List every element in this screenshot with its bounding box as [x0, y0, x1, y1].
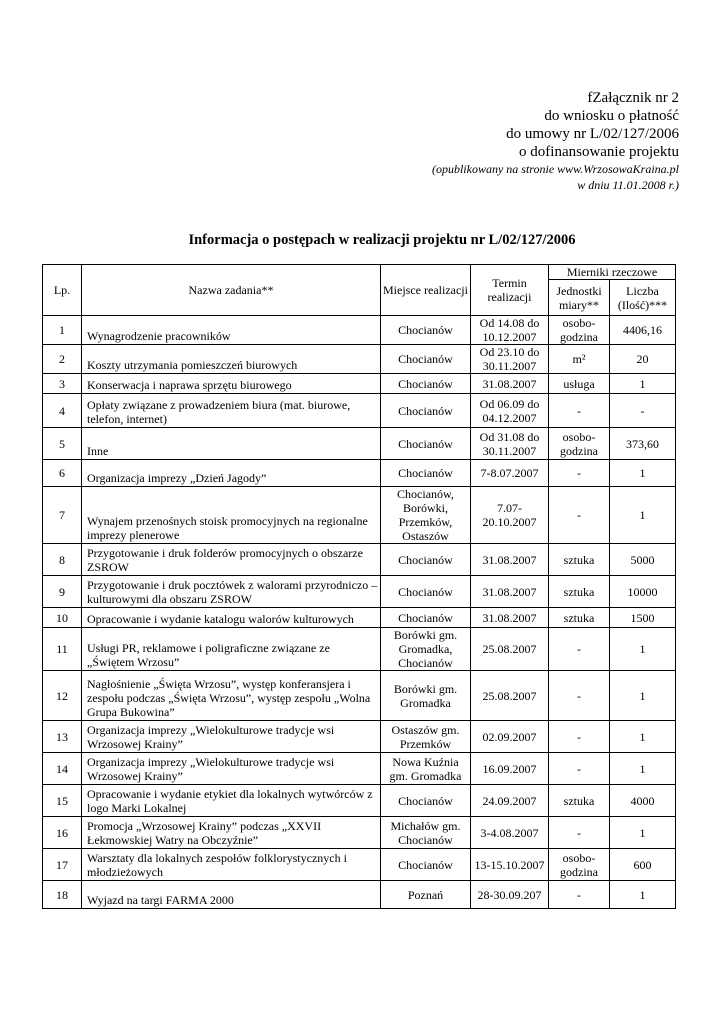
- row-number: 16: [43, 817, 82, 849]
- table-row: [43, 628, 676, 671]
- header-lp: Lp.: [43, 265, 82, 316]
- qty-cell: 373,60: [610, 428, 676, 460]
- qty-cell: 1: [610, 721, 676, 753]
- task-name: Konserwacja i naprawa sprzętu biurowego: [82, 374, 381, 394]
- unit-cell: osobo-godzina: [549, 316, 610, 345]
- place-cell: Chocianów: [381, 374, 471, 394]
- task-name: Organizacja imprezy „Wielokulturowe tradycje wsi Wrzosowej Krainy”: [82, 721, 381, 753]
- page-title: Informacja o postępach w realizacji projektu nr L/02/127/2006: [188, 232, 576, 248]
- qty-cell: 1: [610, 817, 676, 849]
- table-row: [43, 345, 676, 374]
- term-cell: 25.08.2007: [471, 671, 549, 721]
- term-cell: 25.08.2007: [471, 628, 549, 671]
- table-row: [43, 576, 676, 608]
- row-number: 12: [43, 671, 82, 721]
- header-term: Termin realizacji: [471, 265, 549, 316]
- qty-cell: 600: [610, 849, 676, 881]
- task-name: Wyjazd na targi FARMA 2000: [82, 881, 381, 909]
- table-row: [43, 753, 676, 785]
- row-number: 15: [43, 785, 82, 817]
- term-cell: 3-4.08.2007: [471, 817, 549, 849]
- task-name: Wynagrodzenie pracowników: [82, 316, 381, 345]
- place-cell: Chocianów: [381, 460, 471, 487]
- unit-cell: -: [549, 487, 610, 544]
- qty-cell: 5000: [610, 544, 676, 576]
- header-unit: Jednostki miary**: [549, 280, 610, 316]
- place-cell: Chocianów: [381, 785, 471, 817]
- row-number: 5: [43, 428, 82, 460]
- table-row: [43, 849, 676, 881]
- term-cell: 28-30.09.207: [471, 881, 549, 909]
- qty-cell: 4406,16: [610, 316, 676, 345]
- term-cell: Od 14.08 do 10.12.2007: [471, 316, 549, 345]
- task-name: Opracowanie i wydanie etykiet dla lokalnych wytwórców z logo Marki Lokalnej: [82, 785, 381, 817]
- progress-table: [42, 264, 676, 909]
- place-cell: Chocianów: [381, 576, 471, 608]
- term-cell: Od 23.10 do 30.11.2007: [471, 345, 549, 374]
- table-row: [43, 394, 676, 428]
- row-number: 10: [43, 608, 82, 628]
- term-cell: 02.09.2007: [471, 721, 549, 753]
- row-number: 8: [43, 544, 82, 576]
- document-header: [432, 89, 679, 193]
- unit-cell: -: [549, 817, 610, 849]
- table-row: [43, 817, 676, 849]
- qty-cell: 1: [610, 374, 676, 394]
- term-cell: 31.08.2007: [471, 608, 549, 628]
- task-name: Opłaty związane z prowadzeniem biura (mat. biurowe, telefon, internet): [82, 394, 381, 428]
- unit-cell: -: [549, 753, 610, 785]
- row-number: 18: [43, 881, 82, 909]
- table-row: [43, 785, 676, 817]
- table-row: [43, 374, 676, 394]
- header-qty: Liczba (Ilość)***: [610, 280, 676, 316]
- table-row: [43, 671, 676, 721]
- place-cell: Nowa Kuźnia gm. Gromadka: [381, 753, 471, 785]
- row-number: 7: [43, 487, 82, 544]
- task-name: Wynajem przenośnych stoisk promocyjnych na regionalne imprezy plenerowe: [82, 487, 381, 544]
- place-cell: Chocianów, Borówki, Przemków, Ostaszów: [381, 487, 471, 544]
- place-cell: Chocianów: [381, 345, 471, 374]
- row-number: 2: [43, 345, 82, 374]
- attachment-line: fZałącznik nr 2: [587, 90, 679, 106]
- row-number: 14: [43, 753, 82, 785]
- term-cell: Od 06.09 do 04.12.2007: [471, 394, 549, 428]
- row-number: 1: [43, 316, 82, 345]
- qty-cell: 1: [610, 671, 676, 721]
- place-cell: Chocianów: [381, 849, 471, 881]
- header-place: Miejsce realizacji: [381, 265, 471, 316]
- qty-cell: 1: [610, 487, 676, 544]
- row-number: 13: [43, 721, 82, 753]
- funding-line: o dofinansowanie projektu: [519, 144, 679, 160]
- qty-cell: 1: [610, 460, 676, 487]
- task-name: Organizacja imprezy „Dzień Jagody”: [82, 460, 381, 487]
- unit-cell: -: [549, 394, 610, 428]
- qty-cell: 1: [610, 628, 676, 671]
- place-cell: Chocianów: [381, 394, 471, 428]
- publication-note: (opublikowany na stronie www.WrzosowaKraina.pl: [431, 162, 679, 176]
- unit-cell: sztuka: [549, 785, 610, 817]
- qty-cell: -: [610, 394, 676, 428]
- qty-cell: 4000: [610, 785, 676, 817]
- unit-cell: -: [549, 671, 610, 721]
- place-cell: Ostaszów gm. Przemków: [381, 721, 471, 753]
- table-row: [43, 721, 676, 753]
- term-cell: 13-15.10.2007: [471, 849, 549, 881]
- unit-cell: sztuka: [549, 576, 610, 608]
- table-row: [43, 544, 676, 576]
- table-row: [43, 316, 676, 345]
- unit-cell: -: [549, 721, 610, 753]
- row-number: 6: [43, 460, 82, 487]
- place-cell: Borówki gm. Gromadka: [381, 671, 471, 721]
- unit-cell: m²: [549, 345, 610, 374]
- place-cell: Chocianów: [381, 608, 471, 628]
- unit-cell: osobo-godzina: [549, 849, 610, 881]
- task-name: Przygotowanie i druk folderów promocyjnych o obszarze ZSROW: [82, 544, 381, 576]
- task-name: Opracowanie i wydanie katalogu walorów kulturowych: [82, 608, 381, 628]
- qty-cell: 10000: [610, 576, 676, 608]
- table-row: [43, 881, 676, 909]
- term-cell: 31.08.2007: [471, 544, 549, 576]
- unit-cell: -: [549, 628, 610, 671]
- term-cell: Od 31.08 do 30.11.2007: [471, 428, 549, 460]
- unit-cell: osobo-godzina: [549, 428, 610, 460]
- place-cell: Poznań: [381, 881, 471, 909]
- task-name: Nagłośnienie „Święta Wrzosu”, występ konferansjera i zespołu podczas „Święta Wrzosu”, występ zespołu „Wolna Grupa Bukowina”: [82, 671, 381, 721]
- term-cell: 7.07-20.10.2007: [471, 487, 549, 544]
- place-cell: Chocianów: [381, 316, 471, 345]
- qty-cell: 1: [610, 881, 676, 909]
- term-cell: 7-8.07.2007: [471, 460, 549, 487]
- qty-cell: 1: [610, 753, 676, 785]
- qty-cell: 20: [610, 345, 676, 374]
- header-task-name: Nazwa zadania**: [82, 265, 381, 316]
- table-row: [43, 428, 676, 460]
- row-number: 17: [43, 849, 82, 881]
- unit-cell: sztuka: [549, 608, 610, 628]
- qty-cell: 1500: [610, 608, 676, 628]
- row-number: 9: [43, 576, 82, 608]
- term-cell: 24.09.2007: [471, 785, 549, 817]
- row-number: 3: [43, 374, 82, 394]
- task-name: Usługi PR, reklamowe i poligraficzne związane ze „Świętem Wrzosu”: [82, 628, 381, 671]
- task-name: Warsztaty dla lokalnych zespołów folklorystycznych i młodzieżowych: [82, 849, 381, 881]
- task-name: Promocja „Wrzosowej Krainy” podczas „XXVII Łekmowskiej Watry na Obczyźnie”: [82, 817, 381, 849]
- task-name: Przygotowanie i druk pocztówek z walorami przyrodniczo – kulturowymi dla obszaru ZSROW: [82, 576, 381, 608]
- table-row: [43, 608, 676, 628]
- request-line: do wniosku o płatność: [544, 108, 679, 124]
- term-cell: 16.09.2007: [471, 753, 549, 785]
- contract-line: do umowy nr L/02/127/2006: [506, 126, 679, 142]
- place-cell: Michałów gm. Chocianów: [381, 817, 471, 849]
- place-cell: Chocianów: [381, 544, 471, 576]
- row-number: 4: [43, 394, 82, 428]
- unit-cell: sztuka: [549, 544, 610, 576]
- term-cell: 31.08.2007: [471, 576, 549, 608]
- place-cell: Borówki gm. Gromadka, Chocianów: [381, 628, 471, 671]
- task-name: Organizacja imprezy „Wielokulturowe tradycje wsi Wrzosowej Krainy”: [82, 753, 381, 785]
- term-cell: 31.08.2007: [471, 374, 549, 394]
- unit-cell: -: [549, 460, 610, 487]
- row-number: 11: [43, 628, 82, 671]
- unit-cell: usługa: [549, 374, 610, 394]
- table-row: [43, 487, 676, 544]
- task-name: Koszty utrzymania pomieszczeń biurowych: [82, 345, 381, 374]
- table-row: [43, 460, 676, 487]
- header-measures: Mierniki rzeczowe: [549, 265, 676, 280]
- place-cell: Chocianów: [381, 428, 471, 460]
- unit-cell: -: [549, 881, 610, 909]
- publication-date: w dniu 11.01.2008 r.): [577, 178, 679, 192]
- task-name: Inne: [82, 428, 381, 460]
